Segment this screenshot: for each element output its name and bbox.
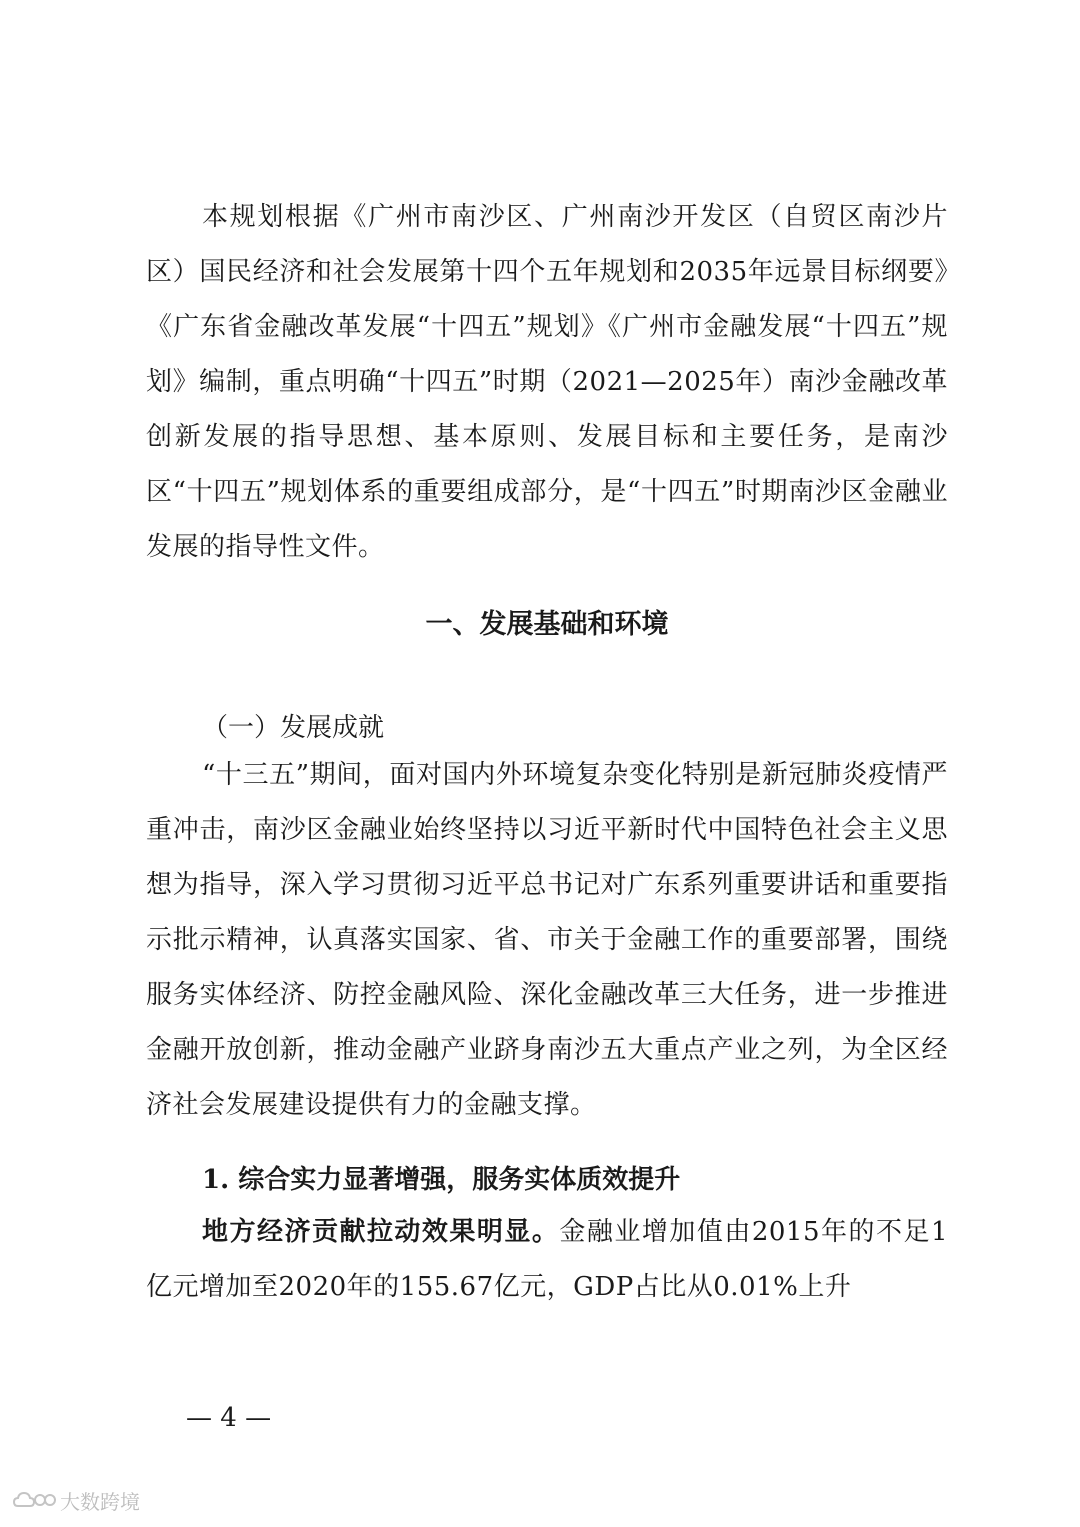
intro-paragraph: 本规划根据《广州市南沙区、广州南沙开发区（自贸区南沙片区）国民经济和社会发展第十四个五年规划和2035年远景目标纲要》《广东省金融改革发展“十四五”规划》《广州市金融发展“十四五”规划》编制，重点明确“十四五”时期（2021—2025年）南沙金融改革创新发展的指导思想、基本原则、发展目标和主要任务，是南沙区“十四五”规划体系的重要组成部分，是“十四五”时期南沙区金融业发展的指导性文件。 bbox=[146, 202, 948, 562]
subsection-heading: （一）发展成就 bbox=[202, 713, 385, 743]
section-heading: 一、发展基础和环境 bbox=[425, 609, 669, 640]
watermark-text: 大数跨境 bbox=[60, 1489, 140, 1514]
watermark bbox=[12, 1487, 140, 1513]
economy-paragraph bbox=[146, 1205, 948, 1315]
paragraph-body: 金融业增加值由2015年的不足1亿元增加至2020年的155.67亿元，GDP占比从0.01%上升 bbox=[146, 1217, 948, 1302]
achievement-paragraph: “十三五”期间，面对国内外环境复杂变化特别是新冠肺炎疫情严重冲击，南沙区金融业始终坚持以习近平新时代中国特色社会主义思想为指导，深入学习贯彻习近平总书记对广东系列重要讲话和重要指示批示精神，认真落实国家、省、市关于金融工作的重要部署，围绕服务实体经济、防控金融风险、深化金融改革三大任务，进一步推进金融开放创新，推动金融产业跻身南沙五大重点产业之列，为全区经济社会发展建设提供有力的金融支撑。 bbox=[146, 760, 948, 1120]
cloud-logo-icon bbox=[12, 1488, 56, 1512]
numbered-heading: 1. 综合实力显著增强，服务实体质效提升 bbox=[202, 1165, 681, 1195]
page-number: — 4 — bbox=[186, 1403, 272, 1433]
paragraph-lead: 地方经济贡献拉动效果明显。 bbox=[202, 1217, 560, 1247]
